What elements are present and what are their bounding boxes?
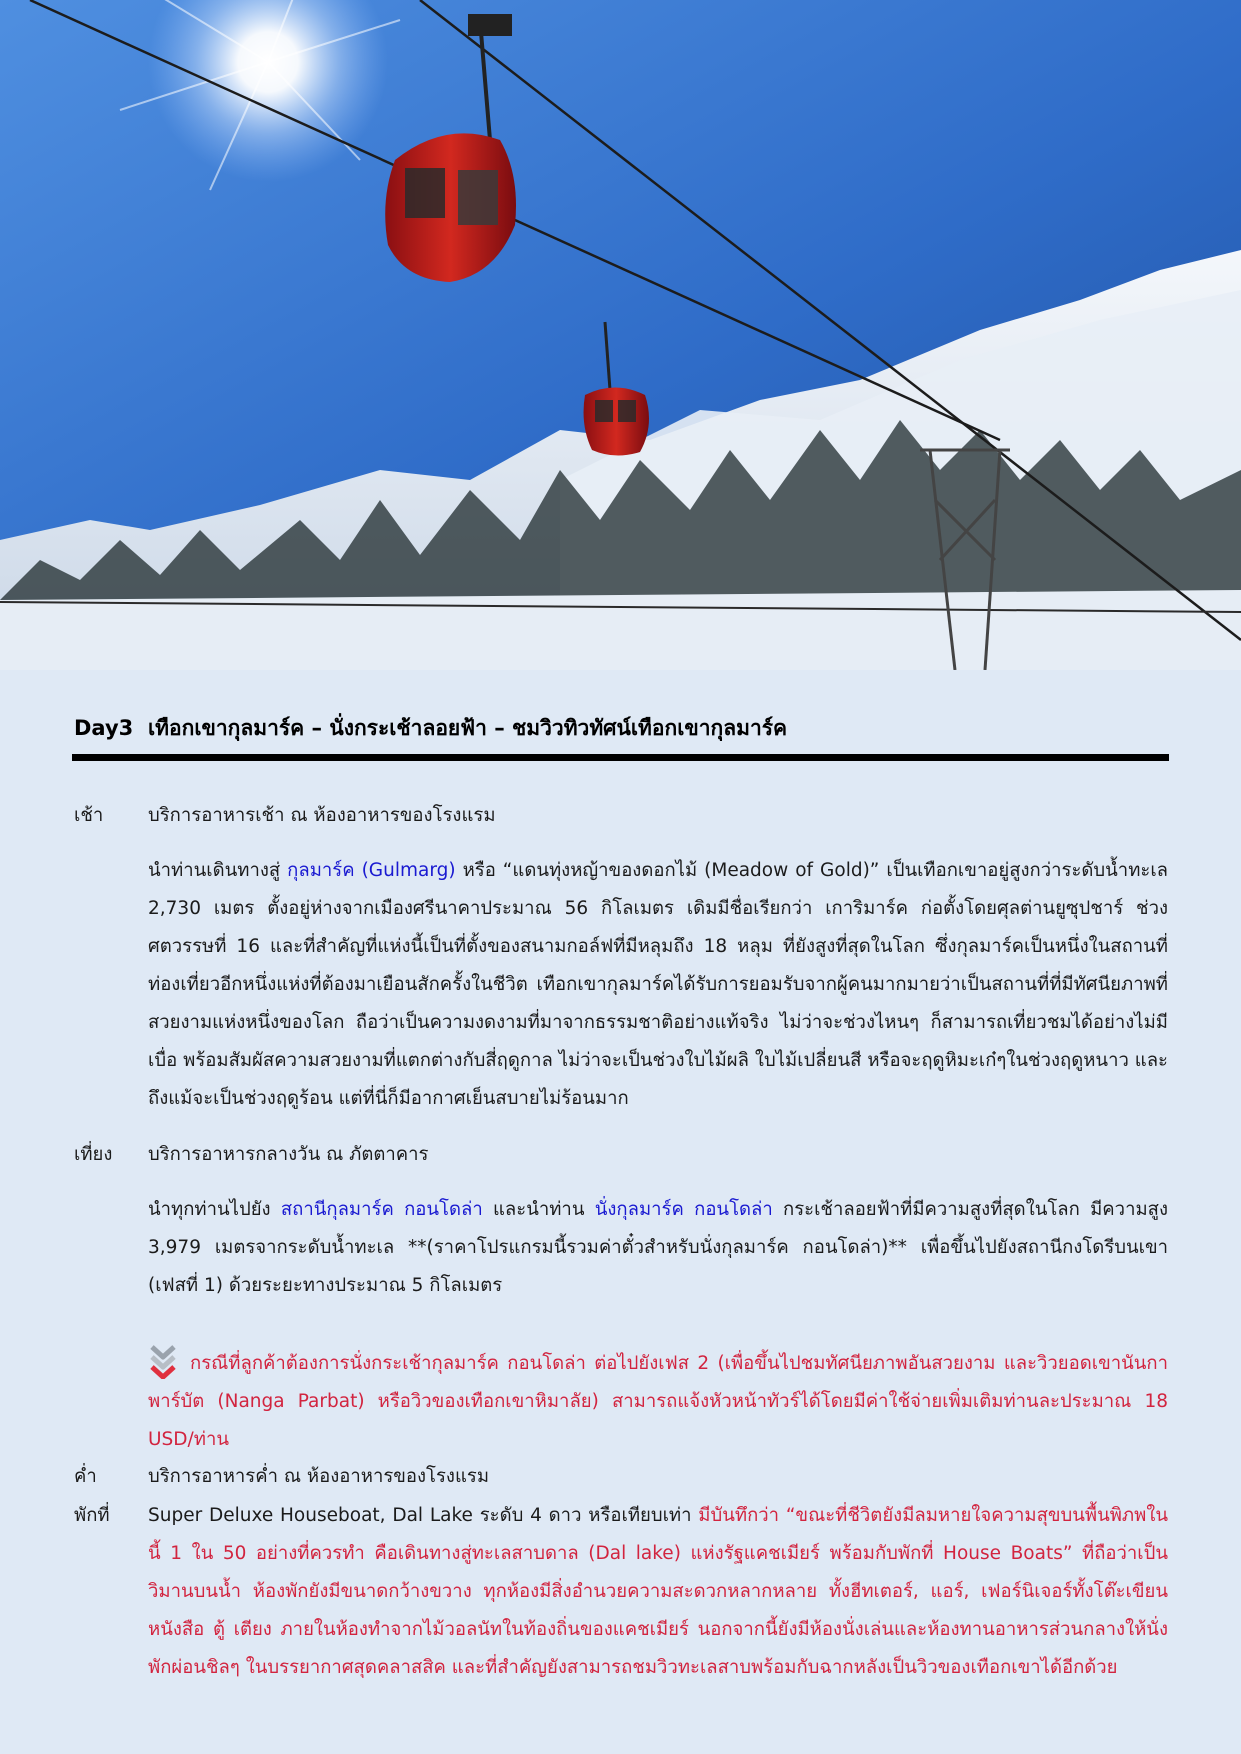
double-chevron-down-icon xyxy=(148,1343,178,1379)
day-heading xyxy=(74,712,1169,745)
gulmarg-paragraph: นำท่านเดินทางสู่ กุลมาร์ค (Gulmarg) หรือ “แดนทุ่งหญ้าของดอกไม้ (Meadow of Gold)” เป็นเทือกเขาอยู่สูงกว่าระดับน้ำทะเล 2,730 เมตร ตั้งอยู่ห่างจากเมืองศรีนาคาประมาณ 56 กิโลเมตร เดิมมีชื่อเรียกว่า เการิมาร์ค ก่อตั้งโดยศุลต่านยูซุปชาร์ ช่วงศตวรรษที่ 16 และที่สำคัญที่แห่งนี้เป็นที่ตั้งของสนามกอล์ฟที่มีหลุมถึง 18 หลุม ที่ยังสูงที่สุดในโลก ซึ่งกุลมาร์คเป็นหนึ่งในสถานที่ท่องเที่ยวอีกหนึ่งแห่งที่ต้องมาเยือนสักครั้งในชีวิต เทือกเขากุลมาร์คได้รับการยอมรับจากผู้คนมากมายว่าเป็นสถานที่ที่มีทัศนียภาพที่สวยงามแห่งหนึ่งของโลก ถือว่าเป็นความงดงามที่มาจากธรรมชาติอย่างแท้จริง ไม่ว่าจะช่วงไหนๆ ก็สามารถเที่ยวชมได้อย่างไม่มีเบื่อ พร้อมสัมผัสความสวยงามที่แตกต่างกับสี่ฤดูกาล ไม่ว่าจะเป็นช่วงใบไม้ผลิ ใบไม้เปลี่ยนสี หรือจะฤดูหิมะเก๋ๆในช่วงฤดูหนาว และถึงแม้จะเป็นช่วงฤดูร้อน แต่ที่นี่ก็มีอากาศเย็นสบายไม่ร้อนมาก xyxy=(148,860,1168,1109)
meal-text: บริการอาหารค่ำ ณ ห้องอาหารของโรงแรม xyxy=(148,1466,490,1487)
place-name-gulmarg: กุลมาร์ค (Gulmarg) xyxy=(287,860,456,881)
note-text: กรณีที่ลูกค้าต้องการนั่งกระเช้ากุลมาร์ค กอนโดล่า ต่อไปยังเฟส 2 (เพื่อขึ้นไปชมทัศนียภาพอันสวยงาม และวิวยอดเขานันกาพาร์บัต (Nanga Parbat) หรือวิวของเทือกเขาหิมาลัย) สามารถแจ้งหัวหน้าทัวร์ได้โดยมีค่าใช้จ่ายเพิ่มเติมท่านละประมาณ 18 USD/ท่าน xyxy=(148,1353,1168,1450)
day-label: Day3 xyxy=(74,716,134,740)
gondola-paragraph: นำทุกท่านไปยัง สถานีกุลมาร์ค กอนโดล่า และนำท่าน นั่งกุลมาร์ค กอนโดล่า กระเช้าลอยฟ้าที่มีความสูงที่สุดในโลก มีความสูง 3,979 เมตรจากระดับน้ำทะเล **(ราคาโปรแกรมนี้รวมค่าตั๋วสำหรับนั่งกุลมาร์ค กอนโดล่า)** เพื่อขึ้นไปยังสถานีกงโดรีบนเขา (เฟสที่ 1) ด้วยระยะทางประมาณ 5 กิโลเมตร xyxy=(148,1199,1168,1296)
houseboat-description: มีบันทึกว่า “ขณะที่ชีวิตยังมีลมหายใจความสุขบนพื้นพิภพในนี้ 1 ใน 50 อย่างที่ควรทำ คือเดินทางสู่ทะเลสาบดาล (Dal lake) แห่งรัฐแคชเมียร์ พร้อมกับพักที่ House Boats” ที่ถือว่าเป็นวิมานบนน้ำ ห้องพักยังมีขนาดกว้างขวาง ทุกห้องมีสิ่งอำนวยความสะดวกหลากหลาย ทั้งฮีทเตอร์, แอร์, เฟอร์นิเจอร์ทั้งโต๊ะเขียนหนังสือ ตู้ เตียง ภายในห้องทำจากไม้วอลนัทในท้องถิ่นของแคชเมียร์ นอกจากนี้ยังมีห้องนั่งเล่นและห้องทานอาหารส่วนกลางให้นั่งพักผ่อนชิลๆ ในบรรยากาศสุดคลาสสิค และที่สำคัญยังสามารถชมวิวทะเลสาบพร้อมกับฉากหลังเป็นวิวของเทือกเขาได้อีกด้วย xyxy=(148,1505,1168,1678)
meal-text: บริการอาหารเช้า ณ ห้องอาหารของโรงแรม xyxy=(148,805,496,826)
hero-photo xyxy=(0,0,1241,670)
accommodation-paragraph xyxy=(148,1497,1168,1687)
activity-name-gondola: นั่งกุลมาร์ค กอนโดล่า xyxy=(594,1199,773,1220)
hotel-name: Super Deluxe Houseboat, Dal Lake ระดับ 4 ดาว หรือเทียบเท่า xyxy=(148,1505,699,1526)
meal-label: ค่ำ xyxy=(74,1466,97,1487)
heading-divider xyxy=(72,754,1169,761)
accommodation-label: พักที่ xyxy=(74,1505,110,1526)
day-title: เทือกเขากุลมาร์ค – นั่งกระเช้าลอยฟ้า – ชมวิวทิวทัศน์เทือกเขากุลมาร์ค xyxy=(148,716,788,740)
place-name-station: สถานีกุลมาร์ค กอนโดล่า xyxy=(280,1199,483,1220)
meal-text: บริการอาหารกลางวัน ณ ภัตตาคาร xyxy=(148,1144,429,1165)
optional-phase2-note xyxy=(148,1343,1168,1459)
meal-label: เช้า xyxy=(74,805,104,826)
gondola-mountain-image xyxy=(0,0,1241,670)
meal-label: เที่ยง xyxy=(74,1144,113,1165)
